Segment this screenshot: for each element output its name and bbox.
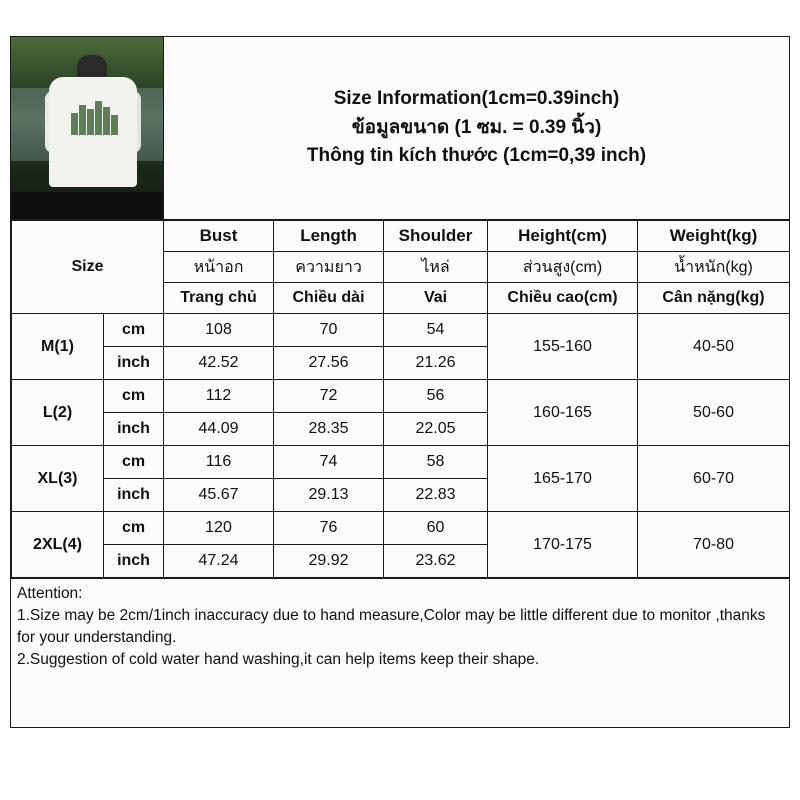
table-row xyxy=(12,446,790,479)
header-height-en: Height(cm) xyxy=(488,221,638,252)
cell-bust-cm: 116 xyxy=(164,446,274,479)
cell-bust-inch: 42.52 xyxy=(164,347,274,380)
row-unit-inch: inch xyxy=(104,545,164,578)
attention-heading: Attention: xyxy=(17,585,83,602)
table-row xyxy=(12,314,790,347)
cell-length-cm: 72 xyxy=(274,380,384,413)
header-bust-th: หน้าอก xyxy=(164,252,274,283)
cell-shoulder-inch: 22.83 xyxy=(384,479,488,512)
header-shoulder-en: Shoulder xyxy=(384,221,488,252)
row-unit-cm: cm xyxy=(104,380,164,413)
cell-weight: 50-60 xyxy=(638,380,790,446)
cell-weight: 70-80 xyxy=(638,512,790,578)
shirt-print-graphic xyxy=(71,99,119,135)
cell-height: 160-165 xyxy=(488,380,638,446)
cell-shoulder-cm: 60 xyxy=(384,512,488,545)
row-unit-cm: cm xyxy=(104,512,164,545)
cell-length-cm: 74 xyxy=(274,446,384,479)
header-weight-th: น้ำหนัก(kg) xyxy=(638,252,790,283)
cell-shoulder-inch: 21.26 xyxy=(384,347,488,380)
row-unit-inch: inch xyxy=(104,347,164,380)
cell-bust-cm: 108 xyxy=(164,314,274,347)
cell-length-inch: 27.56 xyxy=(274,347,384,380)
row-size-name: M(1) xyxy=(12,314,104,380)
table-row xyxy=(12,512,790,545)
header-bust-vi: Trang chủ xyxy=(164,283,274,314)
cell-weight: 60-70 xyxy=(638,446,790,512)
row-unit-inch: inch xyxy=(104,413,164,446)
header-weight-en: Weight(kg) xyxy=(638,221,790,252)
title-vietnamese: Thông tin kích thước (1cm=0,39 inch) xyxy=(306,145,647,167)
header-length-vi: Chiều dài xyxy=(274,283,384,314)
cell-length-cm: 76 xyxy=(274,512,384,545)
cell-bust-inch: 45.67 xyxy=(164,479,274,512)
row-unit-cm: cm xyxy=(104,314,164,347)
header-shoulder-th: ไหล่ xyxy=(384,252,488,283)
header-bust-en: Bust xyxy=(164,221,274,252)
cell-height: 155-160 xyxy=(488,314,638,380)
title-english: Size Information(1cm=0.39inch) xyxy=(333,88,620,110)
table-row xyxy=(12,380,790,413)
row-unit-cm: cm xyxy=(104,446,164,479)
size-table xyxy=(11,220,790,578)
attention-block xyxy=(11,578,789,727)
cell-bust-inch: 44.09 xyxy=(164,413,274,446)
cell-shoulder-inch: 23.62 xyxy=(384,545,488,578)
cell-bust-inch: 47.24 xyxy=(164,545,274,578)
cell-length-cm: 70 xyxy=(274,314,384,347)
attention-line-1: 1.Size may be 2cm/1inch inaccuracy due to hand measure,Color may be little different due to monitor ,thanks for your understanding. xyxy=(17,607,766,646)
chart-header-row xyxy=(11,37,789,220)
cell-shoulder-cm: 56 xyxy=(384,380,488,413)
row-unit-inch: inch xyxy=(104,479,164,512)
attention-line-2: 2.Suggestion of cold water hand washing,it can help items keep their shape. xyxy=(17,651,540,668)
size-column-label: Size xyxy=(12,221,164,314)
row-size-name: 2XL(4) xyxy=(12,512,104,578)
cell-height: 170-175 xyxy=(488,512,638,578)
model-figure xyxy=(45,55,141,205)
cell-bust-cm: 112 xyxy=(164,380,274,413)
product-photo xyxy=(11,37,164,219)
cell-length-inch: 28.35 xyxy=(274,413,384,446)
header-height-th: ส่วนสูง(cm) xyxy=(488,252,638,283)
cell-height: 165-170 xyxy=(488,446,638,512)
header-length-en: Length xyxy=(274,221,384,252)
header-weight-vi: Cân nặng(kg) xyxy=(638,283,790,314)
header-height-vi: Chiều cao(cm) xyxy=(488,283,638,314)
header-length-th: ความยาว xyxy=(274,252,384,283)
cell-length-inch: 29.92 xyxy=(274,545,384,578)
row-size-name: L(2) xyxy=(12,380,104,446)
cell-shoulder-cm: 58 xyxy=(384,446,488,479)
cell-length-inch: 29.13 xyxy=(274,479,384,512)
row-size-name: XL(3) xyxy=(12,446,104,512)
cell-weight: 40-50 xyxy=(638,314,790,380)
cell-shoulder-inch: 22.05 xyxy=(384,413,488,446)
size-chart-frame xyxy=(10,36,790,728)
title-thai: ข้อมูลขนาด (1 ซม. = 0.39 นิ้ว) xyxy=(351,116,602,138)
header-shoulder-vi: Vai xyxy=(384,283,488,314)
chart-title-block xyxy=(164,37,789,219)
cell-shoulder-cm: 54 xyxy=(384,314,488,347)
cell-bust-cm: 120 xyxy=(164,512,274,545)
table-header-row-en xyxy=(12,221,790,252)
